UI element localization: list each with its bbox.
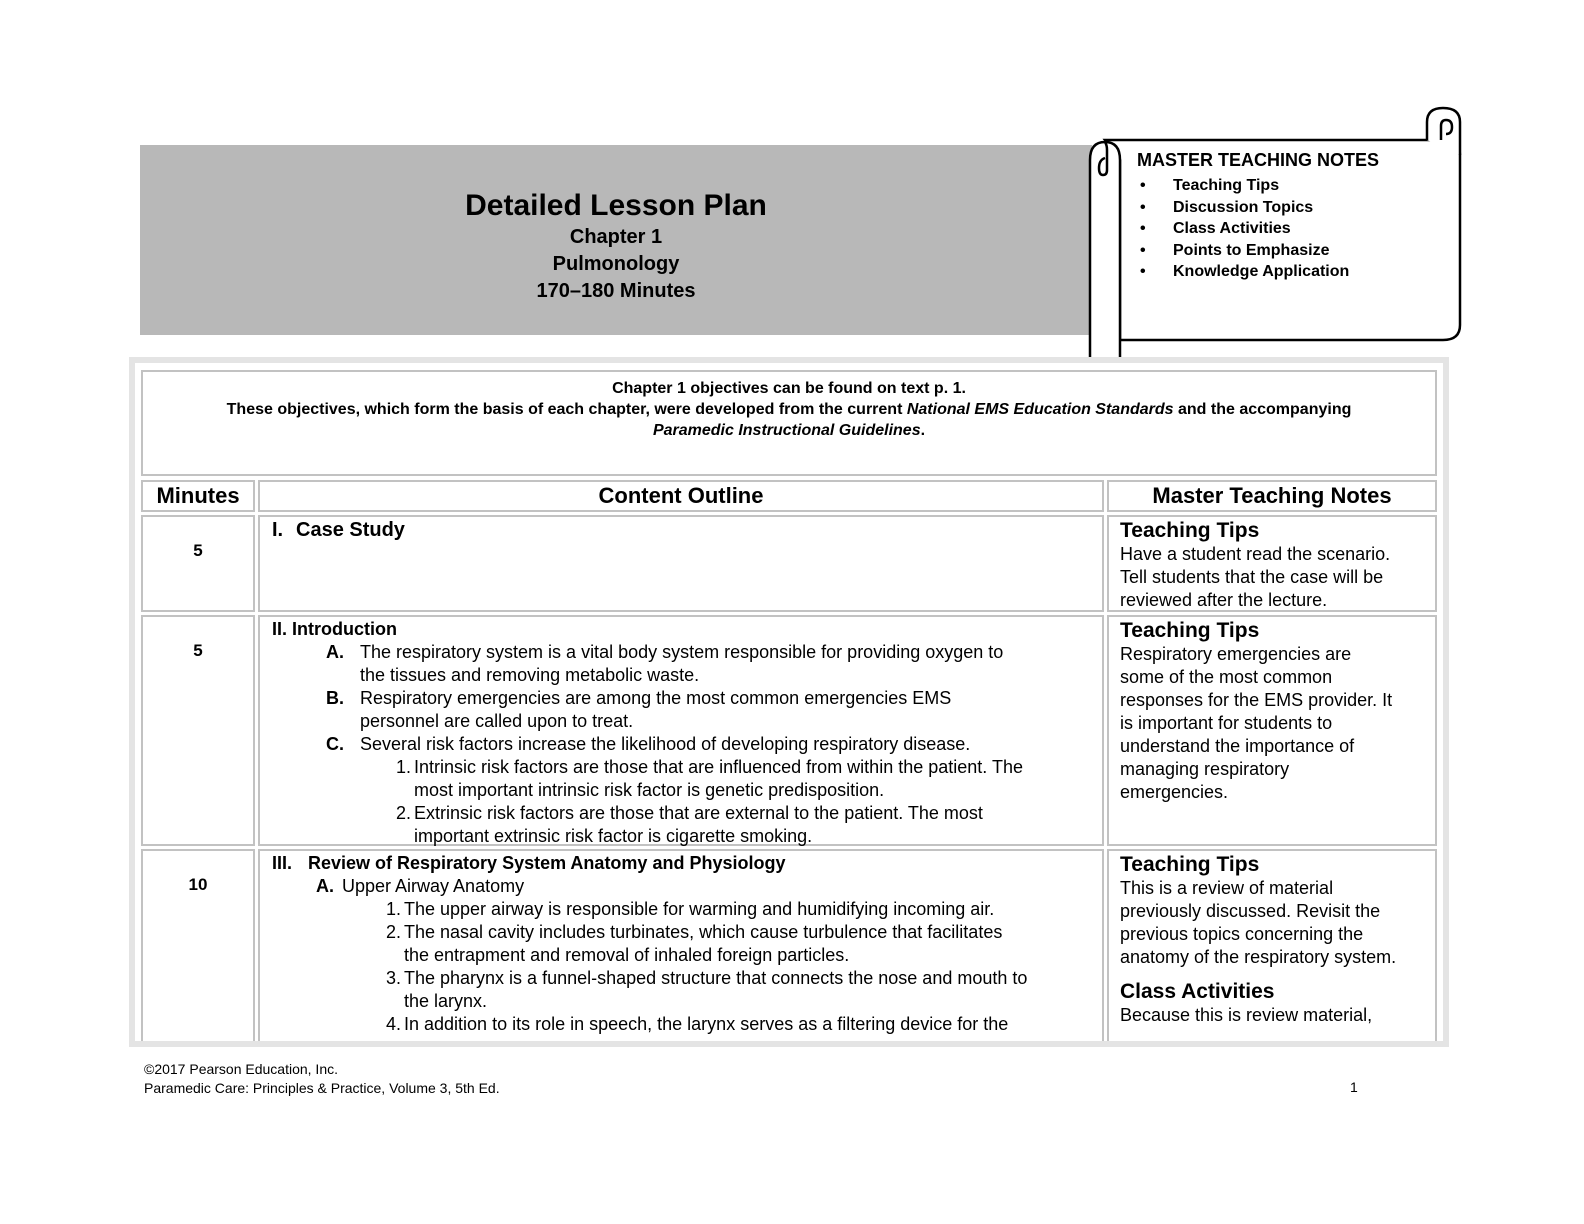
row-3-item-1 [272,898,1102,921]
row-2-item-c2 [272,802,1102,825]
row-1-note-line-3: reviewed after the lecture. [1120,590,1328,610]
row-1-notes [1107,515,1437,612]
row-1-heading [272,518,1102,542]
scroll-item-points-to-emphasize: • Points to Emphasize [1137,240,1457,262]
row-2-label-c2: 2. [396,803,412,823]
header-minutes: Minutes [141,480,255,512]
objectives-period: . [920,422,926,439]
header-content-outline: Content Outline [258,480,1104,512]
master-teaching-notes-scroll [1085,100,1470,385]
row-2-note-line-7: emergencies. [1120,782,1229,802]
row-2-item-a [272,641,1102,664]
scroll-list [1137,175,1457,283]
row-2-note-title: Teaching Tips [1120,619,1260,642]
chapter-label: Chapter 1 [569,226,663,248]
row-3-note-line-4: anatomy of the respiratory system. [1120,947,1397,967]
row-2-minutes: 5 [141,615,255,846]
row-3-note-line-1: This is a review of material [1120,878,1334,898]
row-3-item-4 [272,1013,1102,1036]
objectives-standards: National EMS Education Standards [906,401,1174,418]
page-title: Detailed Lesson Plan [465,189,767,222]
row-2-item-c2-line-2: important extrinsic risk factor is cigarette smoking. [414,826,813,846]
footer-copyright: ©2017 Pearson Education, Inc. [144,1061,338,1077]
row-3-item-a [272,875,1102,898]
row-2-note-line-4: is important for students to [1120,713,1333,733]
row-2-label-c: C. [326,734,344,754]
row-3-note-line-3: previous topics concerning the [1120,924,1364,944]
row-3-item-4-text: In addition to its role in speech, the larynx serves as a filtering device for the [404,1014,1009,1034]
row-1-note-line-1: Have a student read the scenario. [1120,544,1391,564]
row-3-label-4: 4. [386,1014,402,1034]
lesson-table [135,363,1443,1041]
row-2-item-c1-line-2: most important intrinsic risk factor is genetic predisposition. [414,780,885,800]
row-2-label-a: A. [326,642,344,662]
row-3-note2-title: Class Activities [1120,980,1275,1003]
row-2-note-line-2: some of the most common [1120,667,1333,687]
row-2-label-b: B. [326,688,344,708]
row-2-outline [258,615,1104,846]
scroll-item-class-activities: • Class Activities [1137,218,1457,240]
row-3-item-3 [272,967,1102,990]
scroll-title: MASTER TEACHING NOTES [1137,150,1380,170]
row-2-label-c1: 1. [396,757,412,777]
objectives-text: These objectives, which form the basis of each chapter, were developed from the current [226,401,907,418]
row-3-note-line-2: previously discussed. Revisit the [1120,901,1381,921]
objectives-line-1: Chapter 1 objectives can be found on text p. 1. [612,380,966,397]
page-number: 1 [1350,1079,1358,1095]
objectives-text-end: and the accompanying [1173,401,1352,418]
row-3-item-2-line-2: the entrapment and removal of inhaled foreign particles. [404,945,850,965]
row-2-item-c1-line-1: Intrinsic risk factors are those that are influenced from within the patient. The [414,757,1023,777]
topic-label: Pulmonology [552,253,680,275]
row-3-item-2-line-1: The nasal cavity includes turbinates, which cause turbulence that facilitates [404,922,1003,942]
row-3-item-3-line-1: The pharynx is a funnel-shaped structure that connects the nose and mouth to [404,968,1028,988]
scroll-item-teaching-tips: • Teaching Tips [1137,175,1457,197]
objectives-line-3 [143,420,1435,441]
row-3-note-title: Teaching Tips [1120,853,1260,876]
row-3-heading-text: Review of Respiratory System Anatomy and Physiology [308,853,786,873]
row-3-heading-num: III. [272,853,293,873]
row-3-label-3: 3. [386,968,402,988]
row-3-item-2 [272,921,1102,944]
row-1-heading-text: Case Study [296,519,405,541]
row-3-note2-line-1: Because this is review material, [1120,1005,1373,1025]
row-3-minutes: 10 [141,849,255,1041]
row-1-note-line-2: Tell students that the case will be [1120,567,1384,587]
row-3-notes [1107,849,1437,1041]
row-3-outline [258,849,1104,1041]
footer-book-title: Paramedic Care: Principles & Practice, Volume 3, 5th Ed. [144,1080,500,1096]
row-3-label-a: A. [316,876,334,896]
row-3-item-a-text: Upper Airway Anatomy [342,876,525,896]
duration-label: 170–180 Minutes [536,280,696,302]
row-2-item-c1 [272,756,1102,779]
row-1-note-title: Teaching Tips [1120,519,1260,542]
objectives-cell [141,370,1437,476]
row-2-note-line-6: managing respiratory [1120,759,1290,779]
row-2-notes [1107,615,1437,846]
row-1-heading-num: I. [272,519,284,541]
row-2-item-b-line-1: Respiratory emergencies are among the most common emergencies EMS [360,688,952,708]
scroll-item-knowledge-application: • Knowledge Application [1137,261,1457,283]
row-2-note-line-3: responses for the EMS provider. It [1120,690,1393,710]
objectives-guidelines: Paramedic Instructional Guidelines [652,422,921,439]
row-3-label-1: 1. [386,899,402,919]
header-text-block [140,188,1092,305]
row-2-item-b-line-2: personnel are called upon to treat. [360,711,634,731]
row-1-minutes: 5 [141,515,255,612]
footer [144,1060,500,1098]
row-3-label-2: 2. [386,922,402,942]
row-3-item-3-line-2: the larynx. [404,991,488,1011]
row-1-outline [258,515,1104,612]
row-2-item-c [272,733,1102,756]
row-3-item-1-text: The upper airway is responsible for warming and humidifying incoming air. [404,899,995,919]
scroll-content [1137,149,1457,283]
row-2-note-line-1: Respiratory emergencies are [1120,644,1352,664]
row-2-note-line-5: understand the importance of [1120,736,1355,756]
row-2-item-a-line-2: the tissues and removing metabolic waste. [360,665,700,685]
scroll-item-discussion-topics: • Discussion Topics [1137,197,1457,219]
row-3-heading [272,852,1102,875]
row-2-heading: II. Introduction [272,619,397,639]
objectives-line-2 [143,399,1435,420]
header-master-teaching-notes: Master Teaching Notes [1107,480,1437,512]
row-2-item-a-line-1: The respiratory system is a vital body system responsible for providing oxygen to [360,642,1004,662]
row-2-item-b [272,687,1102,710]
row-2-item-c-line-1: Several risk factors increase the likelihood of developing respiratory disease. [360,734,971,754]
row-2-item-c2-line-1: Extrinsic risk factors are those that are external to the patient. The most [414,803,983,823]
